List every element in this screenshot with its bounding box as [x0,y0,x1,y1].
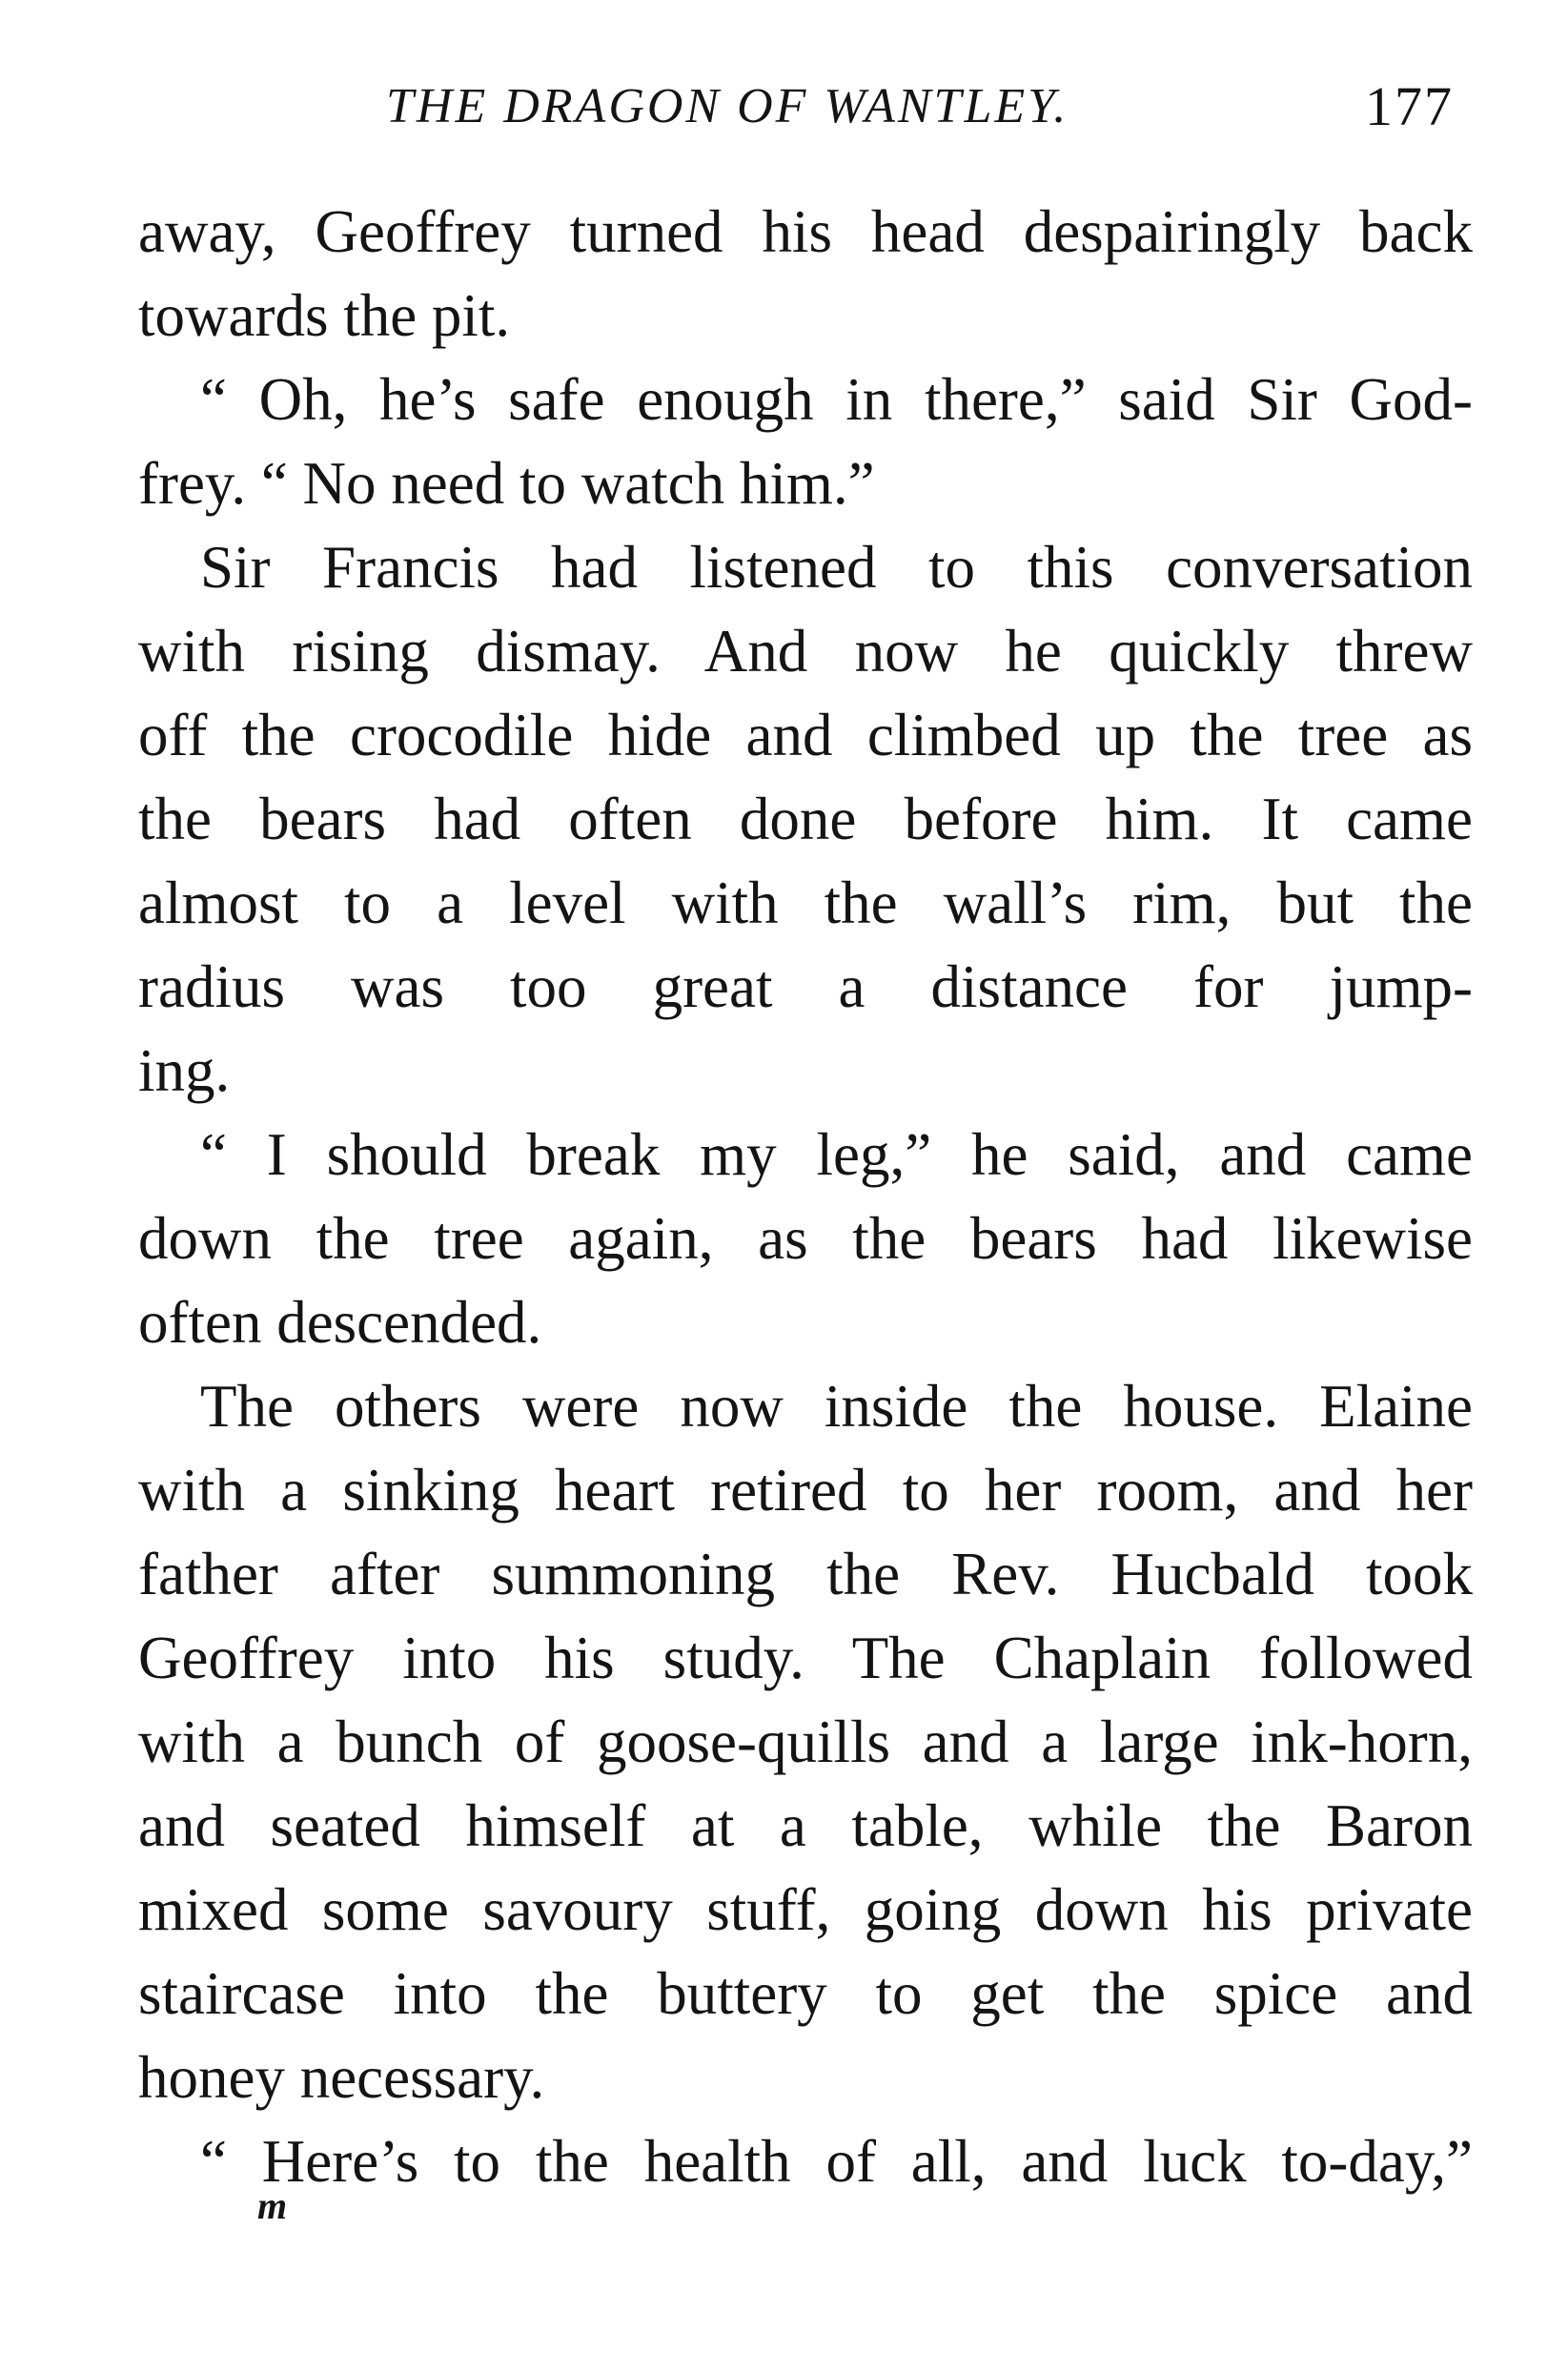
text-line: “ I should break my leg,” he said, and came [200,1121,1473,1188]
text-line: down the tree again, as the bears had likewise [138,1205,1473,1272]
running-title: THE DRAGON OF WANTLEY. [386,79,1069,133]
page-number: 177 [1365,75,1454,137]
signature-mark: m [257,2184,288,2227]
text-line: staircase into the buttery to get the spice and [138,1960,1473,2027]
text-line: radius was too great a distance for jump- [138,953,1473,1020]
text-line: often descended. [138,1289,542,1356]
text-line: ing. [138,1037,231,1104]
text-line: honey necessary. [138,2044,545,2111]
text-line: mixed some savoury stuff, going down his private [138,1876,1473,1943]
text-line: towards the pit. [138,282,511,349]
text-line: with rising dismay. And now he quickly threw [138,618,1473,685]
text-line: Geoffrey into his study. The Chaplain followed [138,1625,1473,1691]
text-line: away, Geoffrey turned his head despairingly back [138,198,1473,265]
text-line: father after summoning the Rev. Hucbald took [138,1541,1473,1607]
text-line: the bears had often done before him. It came [138,786,1473,852]
text-line: “ Oh, he’s safe enough in there,” said Sir God- [200,366,1473,433]
text-line: “ Here’s to the health of all, and luck to-day,” [200,2128,1473,2195]
text-line: Sir Francis had listened to this conversation [200,534,1473,601]
text-line: almost to a level with the wall’s rim, but the [138,869,1473,936]
text-line: with a sinking heart retired to her room, and her [138,1457,1473,1524]
text-line: and seated himself at a table, while the Baron [138,1792,1473,1859]
text-line: with a bunch of goose-quills and a large ink-horn, [138,1708,1473,1775]
text-line: frey. “ No need to watch him.” [138,450,875,517]
text-line: off the crocodile hide and climbed up the tree as [138,702,1473,768]
text-line: The others were now inside the house. Elaine [200,1373,1473,1440]
